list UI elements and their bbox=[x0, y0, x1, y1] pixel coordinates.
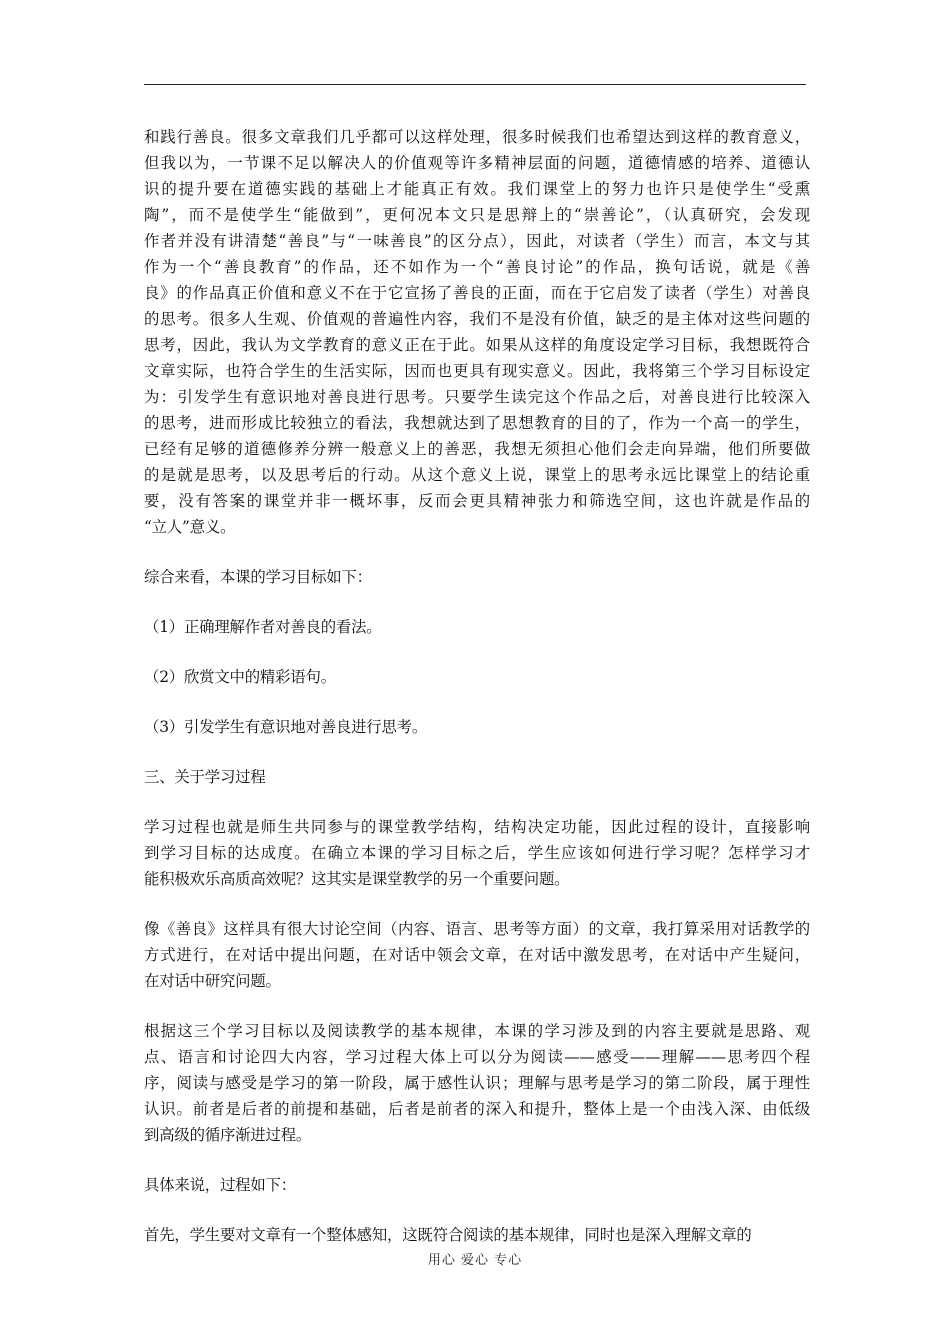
text-line: 根据这三个学习目标以及阅读教学的基本规律，本课的学习涉及到的内容主要就是思路、观 bbox=[144, 1022, 810, 1040]
text-line: 要，没有答案的课堂并非一概坏事，反而会更具精神张力和筛选空间，这也许就是作品的 bbox=[144, 492, 810, 510]
text-line: 到高级的循序渐进过程。 bbox=[144, 1126, 312, 1144]
text-line: （2）欣赏文中的精彩语句。 bbox=[144, 668, 336, 686]
text-line: “立人”意义。 bbox=[144, 518, 236, 536]
text-line: 点、语言和讨论四大内容，学习过程大体上可以分为阅读——感受——理解——思考四个程 bbox=[144, 1048, 810, 1066]
text-line: 能积极欢乐高质高效呢？这其实是课堂教学的另一个重要问题。 bbox=[144, 870, 570, 888]
text-line: 陶”，而不是使学生“能做到”，更何况本文只是思辩上的“崇善论”，（认真研究，会发现 bbox=[144, 206, 810, 224]
text-line: 文章实际，也符合学生的生活实际，因而也更具有现实意义。因此，我将第三个学习目标设定 bbox=[144, 362, 810, 380]
paragraph bbox=[144, 1018, 810, 1148]
page-footer: 用心 爱心 专心 bbox=[427, 1253, 523, 1268]
text-line: 的思考，进而形成比较独立的看法，我想就达到了思想教育的目的了，作为一个高一的学生， bbox=[144, 414, 810, 432]
text-line: （3）引发学生有意识地对善良进行思考。 bbox=[144, 718, 428, 736]
paragraph bbox=[144, 814, 810, 892]
text-line: （1）正确理解作者对善良的看法。 bbox=[144, 618, 382, 636]
text-line: 学习过程也就是师生共同参与的课堂教学结构，结构决定功能，因此过程的设计，直接影响 bbox=[144, 818, 810, 836]
text-line: 像《善良》这样具有很大讨论空间（内容、语言、思考等方面）的文章，我打算采用对话教学的 bbox=[144, 920, 810, 938]
paragraph bbox=[144, 714, 810, 740]
text-line: 到学习目标的达成度。在确立本课的学习目标之后，学生应该如何进行学习呢？怎样学习才 bbox=[144, 844, 810, 862]
text-line: 方式进行，在对话中提出问题，在对话中领会文章，在对话中激发思考，在对话中产生疑问， bbox=[144, 946, 810, 964]
text-line: 的是就是思考，以及思考后的行动。从这个意义上说，课堂上的思考永远比课堂上的结论重 bbox=[144, 466, 810, 484]
text-line: 具体来说，过程如下： bbox=[144, 1176, 296, 1194]
text-line: 作为一个“善良教育”的作品，还不如作为一个“善良讨论”的作品，换句话说，就是《善 bbox=[144, 258, 810, 276]
document-body bbox=[144, 124, 810, 1272]
text-line: 综合来看，本课的学习目标如下： bbox=[144, 568, 372, 586]
paragraph bbox=[144, 614, 810, 640]
text-line: 和践行善良。很多文章我们几乎都可以这样处理，很多时候我们也希望达到这样的教育意义， bbox=[144, 128, 810, 146]
paragraph bbox=[144, 124, 810, 540]
text-line: 首先，学生要对文章有一个整体感知，这既符合阅读的基本规律，同时也是深入理解文章的 bbox=[144, 1226, 752, 1244]
paragraph bbox=[144, 564, 810, 590]
text-line: 序，阅读与感受是学习的第一阶段，属于感性认识；理解与思考是学习的第二阶段，属于理性 bbox=[144, 1074, 810, 1092]
paragraph bbox=[144, 1172, 810, 1198]
text-line: 的思考。很多人生观、价值观的普遍性内容，我们不是没有价值，缺乏的是主体对这些问题的 bbox=[144, 310, 810, 328]
paragraph bbox=[144, 1222, 810, 1248]
text-line: 思考，因此，我认为文学教育的意义正在于此。如果从这样的角度设定学习目标，我想既符合 bbox=[144, 336, 810, 354]
text-line: 但我以为，一节课不足以解决人的价值观等许多精神层面的问题，道德情感的培养、道德认 bbox=[144, 154, 810, 172]
text-line: 良》的作品真正价值和意义不在于它宣扬了善良的正面，而在于它启发了读者（学生）对善良 bbox=[144, 284, 810, 302]
text-line: 作者并没有讲清楚“善良”与“一味善良”的区分点），因此，对读者（学生）而言，本文与其 bbox=[144, 232, 810, 250]
text-line: 已经有足够的道德修养分辨一般意义上的善恶，我想无须担心他们会走向异端，他们所要做 bbox=[144, 440, 810, 458]
paragraph bbox=[144, 664, 810, 690]
text-line: 识的提升要在道德实践的基础上才能真正有效。我们课堂上的努力也许只是使学生“受熏 bbox=[144, 180, 810, 198]
header-rule bbox=[144, 84, 806, 85]
text-line: 认识。前者是后者的前提和基础，后者是前者的深入和提升，整体上是一个由浅入深、由低级 bbox=[144, 1100, 810, 1118]
paragraph bbox=[144, 764, 810, 790]
text-line: 三、关于学习过程 bbox=[144, 768, 266, 786]
text-line: 为：引发学生有意识地对善良进行思考。只要学生读完这个作品之后，对善良进行比较深入 bbox=[144, 388, 810, 406]
paragraph bbox=[144, 916, 810, 994]
text-line: 在对话中研究问题。 bbox=[144, 972, 281, 990]
